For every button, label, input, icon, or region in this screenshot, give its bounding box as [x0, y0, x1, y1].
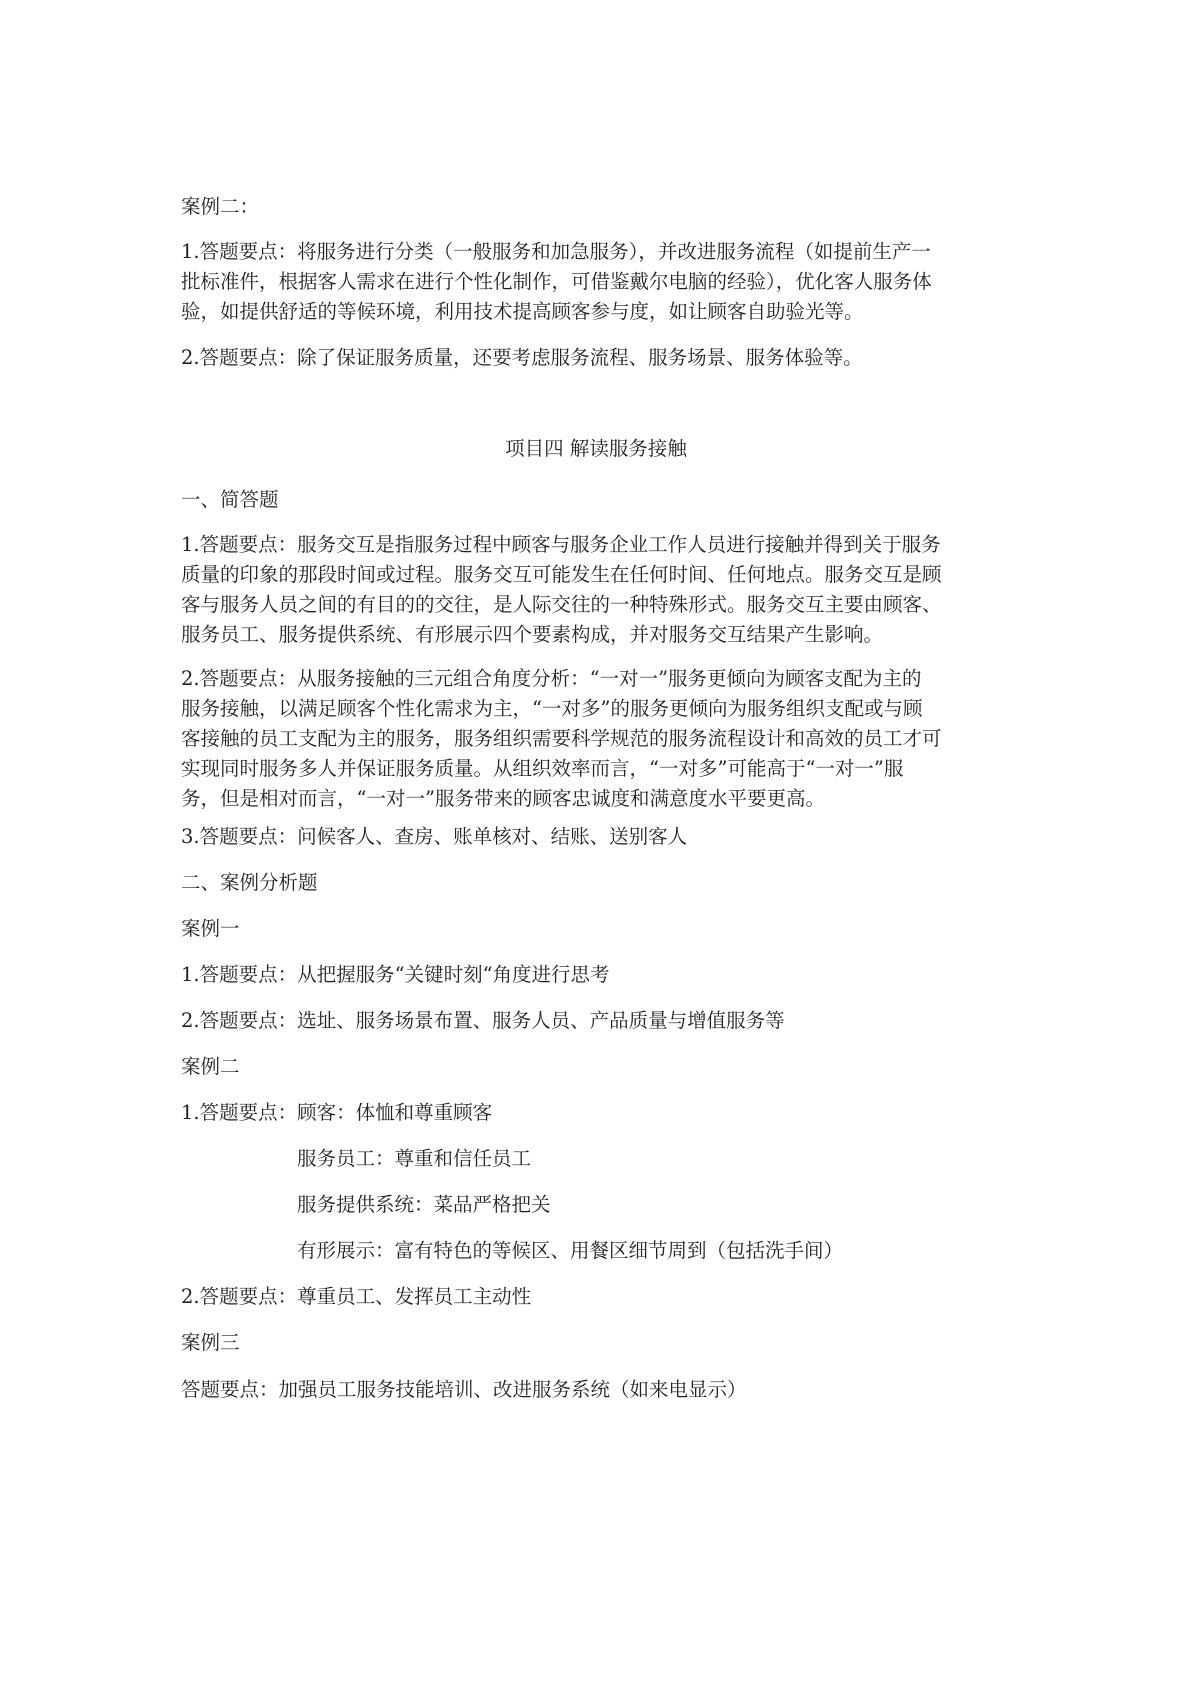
- document-page: [181, 0, 1011, 1684]
- case1-answer-1: 1.答题要点：从把握服务“关键时刻“角度进行思考: [181, 963, 610, 986]
- text-line: 服务员工、服务提供系统、有形展示四个要素构成，并对服务交互结果产生影响。: [181, 623, 884, 646]
- case2-heading: 案例二: [181, 1055, 240, 1078]
- text-line: 质量的印象的那段时间或过程。服务交互可能发生在任何时间、任何地点。服务交互是顾: [181, 563, 942, 586]
- case2-answer-1: 1.答题要点：顾客：体恤和尊重顾客: [181, 1101, 493, 1124]
- text-line: 客接触的员工支配为主的服务，服务组织需要科学规范的服务流程设计和高效的员工才可: [181, 727, 942, 750]
- short-answer-1: [181, 530, 1011, 650]
- text-line: 实现同时服务多人并保证服务质量。从组织效率而言，“一对多”可能高于“一对一”服: [181, 757, 904, 780]
- case1-answer-2: 2.答题要点：选址、服务场景布置、服务人员、产品质量与增值服务等: [181, 1009, 785, 1032]
- case2-answer-2: 2.答题要点：尊重员工、发挥员工主动性: [181, 1285, 532, 1308]
- case2-answer-2-prev: 2.答题要点：除了保证服务质量，还要考虑服务流程、服务场景、服务体验等。: [181, 346, 863, 369]
- text-line: 1.答题要点：将服务进行分类（一般服务和加急服务），并改进服务流程（如提前生产一: [181, 240, 931, 263]
- case3-heading: 案例三: [181, 1331, 240, 1354]
- case-analysis-heading: 二、案例分析题: [181, 871, 318, 894]
- text-line: 1.答题要点：服务交互是指服务过程中顾客与服务企业工作人员进行接触并得到关于服务: [181, 533, 941, 556]
- case1-heading: 案例一: [181, 917, 240, 940]
- text-line: 务，但是相对而言，“一对一”服务带来的顾客忠诚度和满意度水平要更高。: [181, 787, 825, 810]
- project-title: 项目四 解读服务接触: [505, 437, 687, 460]
- short-answer-3: 3.答题要点：问候客人、查房、账单核对、结账、送别客人: [181, 825, 688, 848]
- text-line: 2.答题要点：从服务接触的三元组合角度分析：“一对一”服务更倾向为顾客支配为主的: [181, 667, 922, 690]
- case2-heading-prev: 案例二：: [181, 195, 260, 218]
- case2-answer-1-sub: 服务提供系统：菜品严格把关: [297, 1193, 551, 1216]
- text-line: 验，如提供舒适的等候环境，利用技术提高顾客参与度，如让顾客自助验光等。: [181, 300, 864, 323]
- short-answer-2: [181, 664, 1011, 814]
- case2-answer-1-sub: 服务员工：尊重和信任员工: [297, 1147, 532, 1170]
- case2-answer-1-sub: 有形展示：富有特色的等候区、用餐区细节周到（包括洗手间）: [297, 1239, 844, 1262]
- case3-answer: 答题要点：加强员工服务技能培训、改进服务系统（如来电显示）: [181, 1378, 747, 1401]
- text-line: 客与服务人员之间的有目的的交往，是人际交往的一种特殊形式。服务交互主要由顾客、: [181, 593, 942, 616]
- case2-answer-1-prev: [181, 237, 1011, 327]
- short-answer-heading: 一、简答题: [181, 488, 279, 511]
- text-line: 批标准件，根据客人需求在进行个性化制作，可借鉴戴尔电脑的经验），优化客人服务体: [181, 270, 932, 293]
- text-line: 服务接触，以满足顾客个性化需求为主，“一对多”的服务更倾向为服务组织支配或与顾: [181, 697, 923, 720]
